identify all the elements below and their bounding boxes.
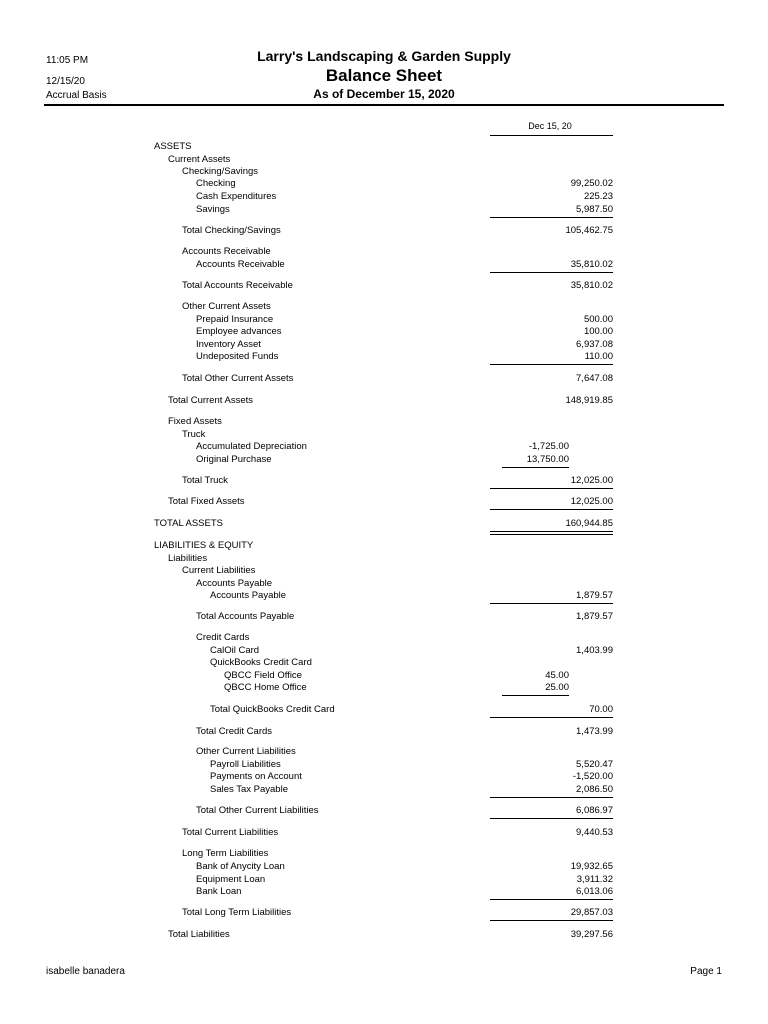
row-label-bank-of-anycity-loan: Bank of Anycity Loan [196, 861, 285, 872]
row-amount-total-liabilities: 39,297.56 [570, 929, 613, 940]
row-amount-total-other-current-liabilities: 6,086.97 [576, 805, 613, 816]
row-label-qbcc-home-office: QBCC Home Office [224, 682, 307, 693]
row-label-fixed-assets: Fixed Assets [168, 416, 222, 427]
row-label-total-credit-cards: Total Credit Cards [196, 726, 273, 737]
row-label-ap-header: Accounts Payable [196, 578, 273, 589]
row-label-qb-credit-card: QuickBooks Credit Card [210, 657, 312, 668]
row-label-qbcc-field-office: QBCC Field Office [224, 670, 302, 681]
row-label-total-assets: TOTAL ASSETS [154, 518, 223, 529]
row-label-other-current-assets: Other Current Assets [182, 301, 271, 312]
report-title: Balance Sheet [325, 66, 443, 85]
underline-undeposited-funds [490, 364, 613, 365]
row-label-total-fixed-assets: Total Fixed Assets [168, 496, 245, 507]
row-label-original-purchase: Original Purchase [196, 454, 272, 465]
underline-bank-loan [490, 899, 613, 900]
row-amount-bank-of-anycity-loan: 19,932.65 [570, 861, 613, 872]
row-amount-total-truck: 12,025.00 [570, 475, 613, 486]
footer-user: isabelle banadera [46, 966, 125, 977]
row-amount-bank-loan: 6,013.06 [576, 886, 613, 897]
row-label-prepaid-insurance: Prepaid Insurance [196, 314, 274, 325]
row-label-total-current-assets: Total Current Assets [168, 395, 254, 406]
row-amount-total-ap: 1,879.57 [576, 611, 613, 622]
row-amount-employee-advances: 100.00 [583, 326, 613, 337]
row-label-other-current-liabilities: Other Current Liabilities [196, 746, 296, 757]
row-label-checking-savings: Checking/Savings [182, 166, 259, 177]
row-amount-accounts-payable: 1,879.57 [576, 590, 613, 601]
row-amount-total-assets: 160,944.85 [565, 518, 613, 529]
row-label-ar-header: Accounts Receivable [182, 246, 271, 257]
row-label-liabilities-equity: LIABILITIES & EQUITY [154, 540, 254, 551]
row-label-current-liabilities: Current Liabilities [182, 565, 256, 576]
row-label-total-long-term-liabilities: Total Long Term Liabilities [182, 907, 292, 918]
report-date: 12/15/20 [46, 76, 85, 87]
underline-qbcc-home-office [502, 695, 569, 696]
row-label-credit-cards: Credit Cards [196, 632, 250, 643]
row-label-payments-on-account: Payments on Account [210, 771, 302, 782]
row-amount-checking: 99,250.02 [570, 178, 613, 189]
row-label-total-other-current-assets: Total Other Current Assets [182, 373, 294, 384]
row-amount-total-ar: 35,810.02 [570, 280, 613, 291]
row-label-total-ar: Total Accounts Receivable [182, 280, 293, 291]
row-label-accounts-receivable: Accounts Receivable [196, 259, 285, 270]
row-amount-accumulated-depreciation: -1,725.00 [528, 441, 569, 452]
row-label-total-other-current-liabilities: Total Other Current Liabilities [196, 805, 319, 816]
row-label-total-current-liabilities: Total Current Liabilities [182, 827, 279, 838]
row-amount-caloil-card: 1,403.99 [576, 645, 613, 656]
underline-sales-tax-payable [490, 797, 613, 798]
row-label-total-ap: Total Accounts Payable [196, 611, 295, 622]
underline-total-long-term-liabilities [490, 920, 613, 921]
company-name: Larry's Landscaping & Garden Supply [257, 48, 511, 64]
row-label-undeposited-funds: Undeposited Funds [196, 351, 279, 362]
row-label-sales-tax-payable: Sales Tax Payable [210, 784, 288, 795]
column-header: Dec 15, 20 [528, 121, 572, 131]
underline-original-purchase [502, 467, 569, 468]
row-label-total-checking-savings: Total Checking/Savings [182, 225, 281, 236]
underline-accounts-receivable [490, 272, 613, 273]
row-label-payroll-liabilities: Payroll Liabilities [210, 759, 281, 770]
row-label-equipment-loan: Equipment Loan [196, 874, 266, 885]
column-header-rule [490, 135, 613, 136]
row-label-long-term-liabilities: Long Term Liabilities [182, 848, 269, 859]
row-label-liabilities: Liabilities [168, 553, 208, 564]
row-amount-payments-on-account: -1,520.00 [572, 771, 613, 782]
row-label-assets: ASSETS [154, 141, 192, 152]
report-time: 11:05 PM [46, 55, 89, 66]
row-label-accounts-payable: Accounts Payable [210, 590, 287, 601]
row-amount-total-credit-cards: 1,473.99 [576, 726, 613, 737]
row-label-cash-expenditures: Cash Expenditures [196, 191, 277, 202]
row-label-inventory-asset: Inventory Asset [196, 339, 261, 350]
row-amount-payroll-liabilities: 5,520.47 [576, 759, 613, 770]
row-amount-savings: 5,987.50 [576, 204, 613, 215]
row-label-total-truck: Total Truck [182, 475, 228, 486]
double-underline-total-assets [490, 534, 613, 535]
row-label-accumulated-depreciation: Accumulated Depreciation [196, 441, 307, 452]
row-amount-prepaid-insurance: 500.00 [583, 314, 613, 325]
row-label-bank-loan: Bank Loan [196, 886, 242, 897]
row-amount-equipment-loan: 3,911.32 [576, 874, 613, 885]
row-amount-qbcc-home-office: 25.00 [545, 682, 569, 693]
row-amount-sales-tax-payable: 2,086.50 [576, 784, 613, 795]
row-label-truck: Truck [182, 429, 206, 440]
row-amount-original-purchase: 13,750.00 [526, 454, 569, 465]
row-label-current-assets: Current Assets [168, 154, 231, 165]
row-amount-total-current-liabilities: 9,440.53 [576, 827, 613, 838]
row-amount-qbcc-field-office: 45.00 [545, 670, 569, 681]
underline-total-truck [490, 488, 613, 489]
row-amount-total-long-term-liabilities: 29,857.03 [570, 907, 613, 918]
row-label-employee-advances: Employee advances [196, 326, 282, 337]
row-label-total-liabilities: Total Liabilities [168, 929, 230, 940]
row-amount-total-checking-savings: 105,462.75 [565, 225, 613, 236]
row-amount-total-current-assets: 148,919.85 [565, 395, 613, 406]
underline-accounts-payable [490, 603, 613, 604]
underline-total-other-current-liabilities [490, 818, 613, 819]
row-label-total-qb-credit-card: Total QuickBooks Credit Card [210, 704, 335, 715]
header-rule [44, 104, 724, 106]
row-amount-inventory-asset: 6,937.08 [576, 339, 613, 350]
underline-savings [490, 217, 613, 218]
row-label-checking: Checking [196, 178, 236, 189]
row-amount-total-other-current-assets: 7,647.08 [576, 373, 613, 384]
underline-total-qb-credit-card [490, 717, 613, 718]
report-date-range: As of December 15, 2020 [313, 87, 455, 101]
row-amount-accounts-receivable: 35,810.02 [570, 259, 613, 270]
row-label-caloil-card: CalOil Card [210, 645, 260, 656]
row-amount-total-qb-credit-card: 70.00 [589, 704, 613, 715]
row-label-savings: Savings [196, 204, 230, 215]
row-amount-cash-expenditures: 225.23 [583, 191, 613, 202]
row-amount-total-fixed-assets: 12,025.00 [570, 496, 613, 507]
underline-total-assets [490, 531, 613, 532]
row-amount-undeposited-funds: 110.00 [584, 351, 613, 362]
underline-total-fixed-assets [490, 509, 613, 510]
report-basis: Accrual Basis [46, 90, 107, 101]
footer-page: Page 1 [690, 966, 722, 977]
